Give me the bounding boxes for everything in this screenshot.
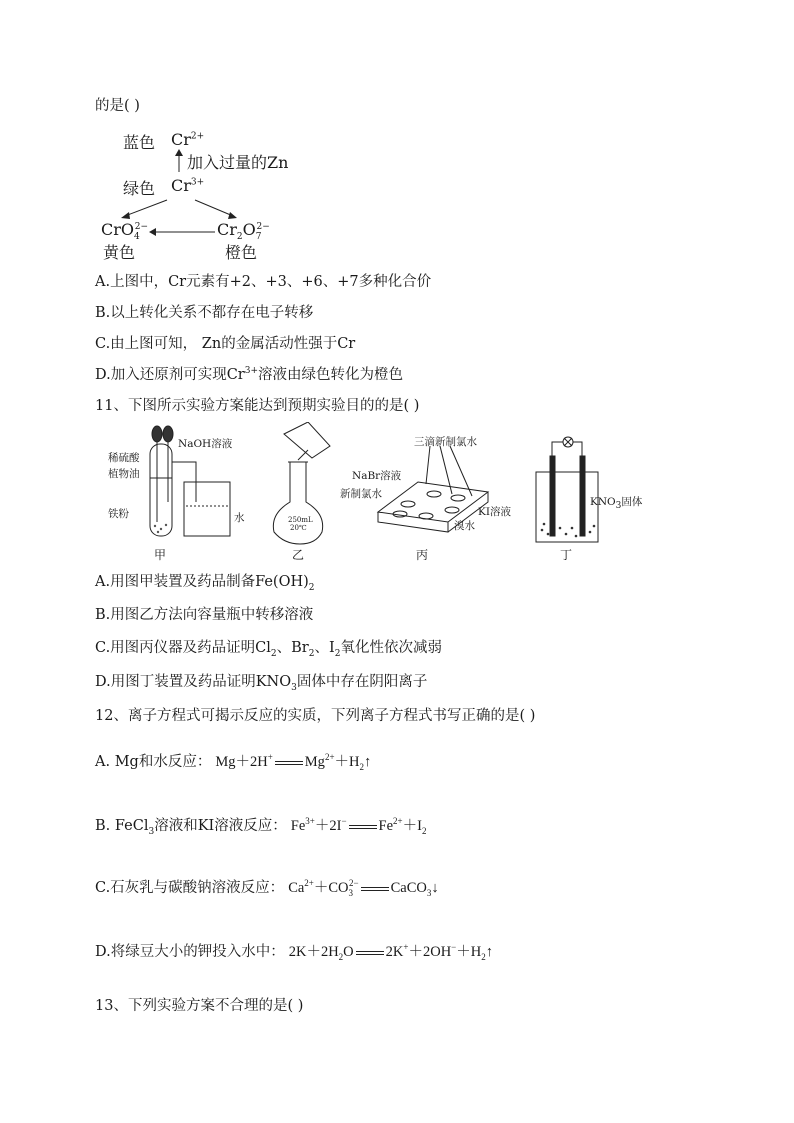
cr2o7-species: $Cr_2O_7^{2-}$ — [217, 220, 270, 243]
caption-jia: 甲 — [154, 548, 167, 562]
label-orange: 橙色 — [225, 243, 258, 262]
q11-option-d: D.用图丁装置及药品证明$KNO_3$固体中存在阴阳离子 — [95, 674, 428, 693]
label-nabr: NaBr溶液 — [352, 470, 402, 482]
label-blue: 蓝色 — [123, 133, 156, 152]
q11-option-b: B.用图乙方法向容量瓶中转移溶液 — [95, 607, 314, 623]
q12-option-d: D.将绿豆大小的钾投入水中： $2K+2H_2O$ $2K^++2OH^-+H_2↑$ — [95, 942, 493, 962]
label-chlorine-water: 新制氯水 — [340, 488, 382, 500]
flask-temp: 20℃ — [290, 524, 307, 532]
cr2-species: $Cr^{2+}$ — [171, 130, 205, 149]
q10-option-d: D.加入还原剂可实现$Cr^{3+}$溶液由绿色转化为橙色 — [95, 366, 404, 383]
q10-stem-tail: 的是( ) — [95, 98, 140, 114]
label-veg-oil: 植物油 — [108, 468, 140, 480]
label-green: 绿色 — [123, 179, 156, 198]
label-water: 水 — [234, 512, 245, 524]
q10-option-a: A.上图中，Cr元素有+2、+3、+6、+7多种化合价 — [95, 274, 432, 290]
q11-figures — [108, 422, 668, 562]
q12-option-b: B. FeCl$_3$溶液和KI溶液反应： $Fe^{3+}+2I^-$ $Fe^{2+}+I_2$ — [95, 816, 427, 837]
q12-option-a: A. Mg和水反应： Mg＋2H+ $Mg^{2+}+H_2↑$ — [95, 752, 372, 772]
label-iron-powder: 铁粉 — [108, 508, 129, 520]
caption-yi: 乙 — [292, 548, 305, 562]
chromium-conversion-diagram — [95, 128, 335, 264]
cr3-species: $Cr^{3+}$ — [171, 176, 205, 195]
q11-option-c: C.用图丙仪器及药品证明$Cl_2$、$Br_2$、$I_2$氧化性依次减弱 — [95, 640, 442, 659]
label-bromine-water: 溴水 — [454, 520, 475, 532]
q11-option-a: A.用图甲装置及药品制备$Fe(OH)_2$ — [95, 574, 315, 593]
label-naoh: NaOH溶液 — [178, 438, 233, 450]
cro4-species: CrO$_4^{2-}$ — [101, 220, 149, 243]
q10-option-b: B.以上转化关系不都存在电子转移 — [95, 305, 314, 321]
q12-stem: 12、离子方程式可揭示反应的实质，下列离子方程式书写正确的是( ) — [95, 708, 536, 724]
label-dilute-sulfuric: 稀硫酸 — [108, 452, 140, 464]
caption-bing: 丙 — [416, 548, 429, 562]
q11-stem: 11、下图所示实验方案能达到预期实验目的的是( ) — [95, 398, 420, 414]
label-three-drops: 三滴新制氯水 — [414, 436, 477, 448]
label-yellow: 黄色 — [103, 243, 136, 262]
flask-volume: 250mL — [288, 516, 313, 524]
label-ki: KI溶液 — [478, 506, 511, 518]
caption-ding: 丁 — [560, 548, 573, 562]
q13-stem: 13、下列实验方案不合理的是( ) — [95, 998, 304, 1014]
q10-option-c: C.由上图可知， Zn的金属活动性强于Cr — [95, 336, 356, 352]
q12-option-c: C.石灰乳与碳酸钠溶液反应： $Ca^{2+}+CO_3^{2-}$ CaCO$_3$↓ — [95, 878, 439, 898]
label-kno3-solid: $KNO_3$固体 — [590, 496, 643, 512]
arrow-note: 加入过量的Zn — [187, 153, 289, 172]
